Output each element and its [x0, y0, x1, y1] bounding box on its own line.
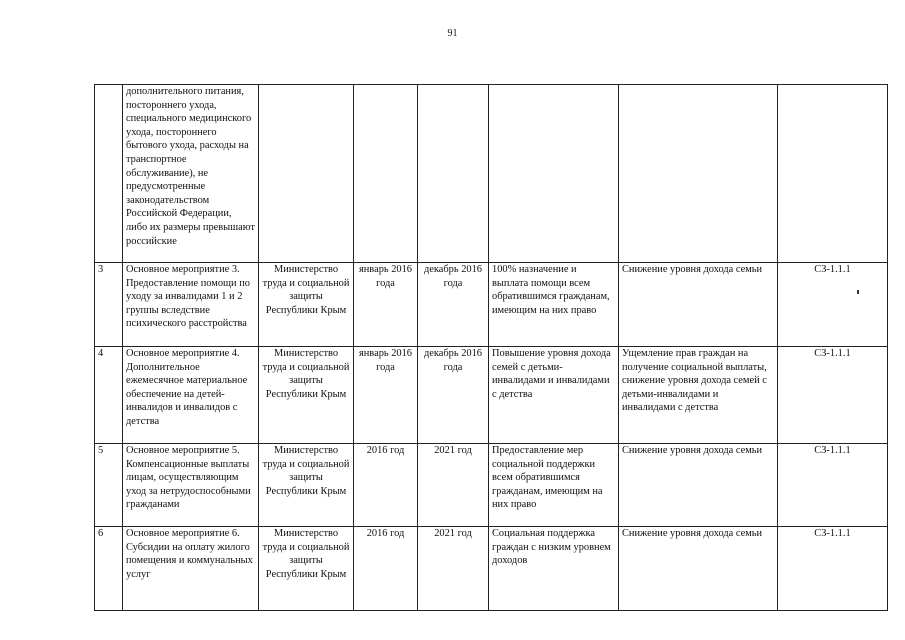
consequences-cell: Ущемление прав граждан на получение социальной выплаты, снижение уровня дохода семей с детьми-инвалидами и инвалидами с детства [619, 347, 778, 444]
end-date-cell: 2021 год [418, 527, 489, 611]
row-number-cell [95, 85, 123, 263]
start-date-cell: 2016 год [354, 444, 418, 527]
consequences-cell: Снижение уровня дохода семьи [619, 527, 778, 611]
end-date-cell: декабрь 2016 года [418, 263, 489, 347]
table-row [95, 347, 888, 444]
program-table [94, 84, 888, 611]
table-row [95, 527, 888, 611]
end-date-cell: декабрь 2016 года [418, 347, 489, 444]
table-row [95, 85, 888, 263]
table-row [95, 444, 888, 527]
end-date-cell: 2021 год [418, 444, 489, 527]
activity-name-cell: Основное мероприятие 3. Предоставление помощи по уходу за инвалидами 1 и 2 группы вследствие психического расстройства [123, 263, 259, 347]
consequences-cell [619, 85, 778, 263]
start-date-cell: 2016 год [354, 527, 418, 611]
executor-cell: Министерство труда и социальной защиты Республики Крым [259, 444, 354, 527]
executor-cell: Министерство труда и социальной защиты Республики Крым [259, 347, 354, 444]
indicator-code-cell: СЗ-1.1.1 [778, 527, 888, 611]
start-date-cell: январь 2016 года [354, 263, 418, 347]
expected-result-cell [489, 85, 619, 263]
row-number-cell: 3 [95, 263, 123, 347]
indicator-code-cell: СЗ-1.1.1 [778, 347, 888, 444]
row-number-cell: 5 [95, 444, 123, 527]
row-number-cell: 6 [95, 527, 123, 611]
start-date-cell: январь 2016 года [354, 347, 418, 444]
consequences-cell: Снижение уровня дохода семьи [619, 444, 778, 527]
expected-result-cell: Повышение уровня дохода семей с детьми-инвалидами и инвалидами с детства [489, 347, 619, 444]
expected-result-cell: 100% назначение и выплата помощи всем обратившимся гражданам, имеющим на них право [489, 263, 619, 347]
executor-cell [259, 85, 354, 263]
executor-cell: Министерство труда и социальной защиты Республики Крым [259, 527, 354, 611]
expected-result-cell: Предоставление мер социальной поддержки всем обратившимся гражданам, имеющим на них право [489, 444, 619, 527]
indicator-code-cell: СЗ-1.1.1 [778, 444, 888, 527]
end-date-cell [418, 85, 489, 263]
activity-name-cell: Основное мероприятие 6. Субсидии на оплату жилого помещения и коммунальных услуг [123, 527, 259, 611]
expected-result-cell: Социальная поддержка граждан с низким уровнем доходов [489, 527, 619, 611]
scan-mark [857, 290, 859, 294]
activity-name-cell: дополнительного питания, постороннего ухода, специального медицинского ухода, постороннего бытового ухода, расходы на транспортное обслуживание), не предусмотренные законодательством Российской Федерации, либо их размеры превышают российские [123, 85, 259, 263]
table-row [95, 263, 888, 347]
start-date-cell [354, 85, 418, 263]
indicator-code-cell [778, 85, 888, 263]
row-number-cell: 4 [95, 347, 123, 444]
indicator-code-cell: СЗ-1.1.1 [778, 263, 888, 347]
activity-name-cell: Основное мероприятие 5. Компенсационные выплаты лицам, осуществляющим уход за нетрудоспособными гражданами [123, 444, 259, 527]
executor-cell: Министерство труда и социальной защиты Республики Крым [259, 263, 354, 347]
consequences-cell: Снижение уровня дохода семьи [619, 263, 778, 347]
page-number: 91 [447, 28, 458, 39]
activity-name-cell: Основное мероприятие 4. Дополнительное ежемесячное материальное обеспечение на детей-инвалидов и инвалидов с детства [123, 347, 259, 444]
